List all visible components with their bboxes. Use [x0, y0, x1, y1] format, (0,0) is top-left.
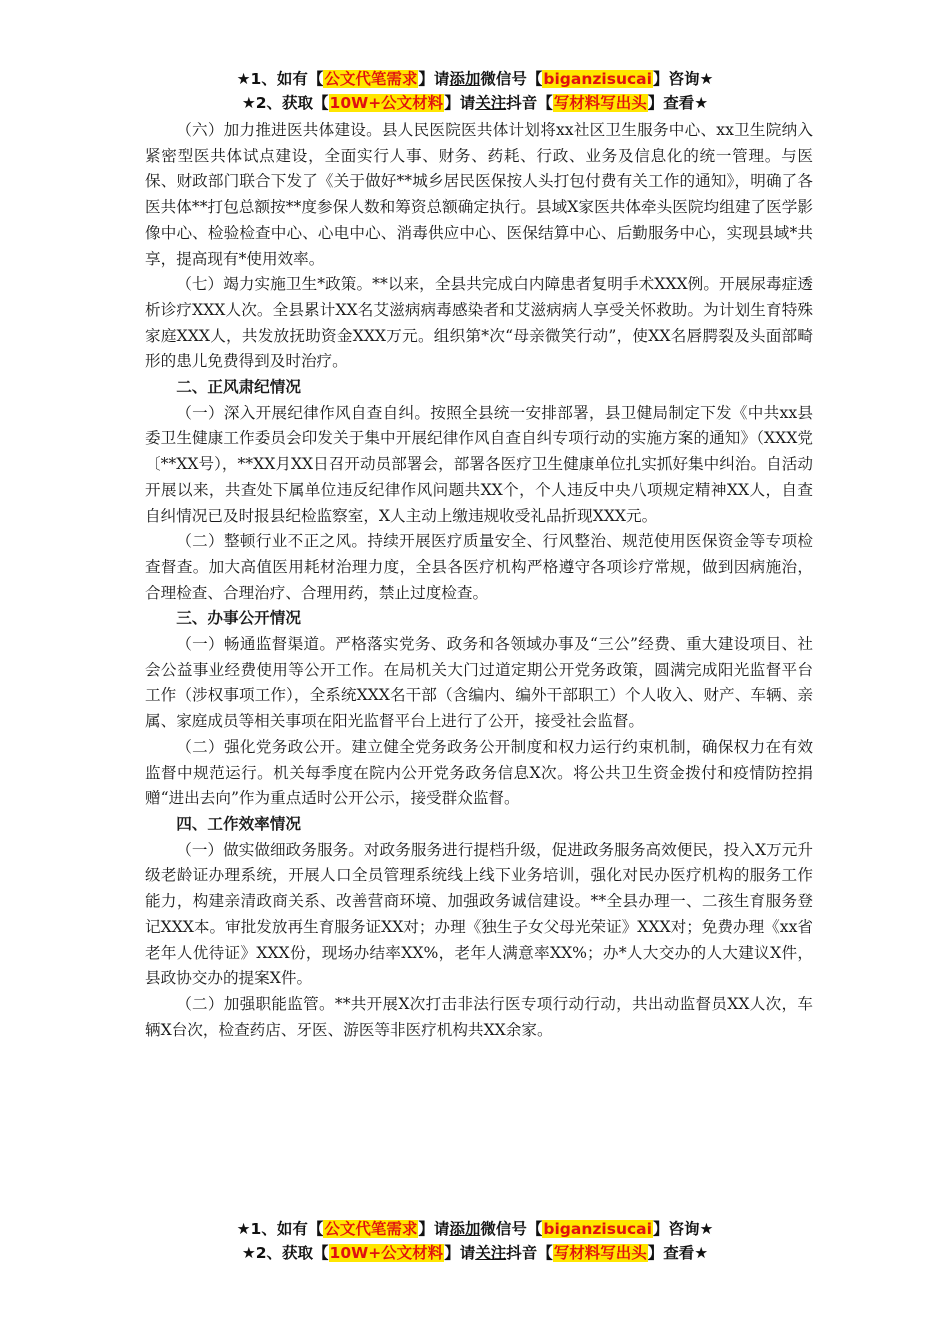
footer-banner	[0, 1218, 950, 1266]
banner-text: 】咨询★	[652, 1220, 714, 1238]
document-body	[145, 118, 813, 1043]
banner-text: 抖音【	[506, 94, 553, 112]
underlined-text: 关注	[475, 1244, 507, 1262]
banner-line-1	[0, 1218, 950, 1242]
section-heading: 四、工作效率情况	[176, 814, 301, 833]
paragraph: （七）竭力实施卫生*政策。**以来，全县共完成白内障患者复明手术XXX例。开展尿毒症透析诊疗XXX人次。全县累计XX名艾滋病病毒感染者和艾滋病病人享受关怀救助。为计划生育特殊家庭XXX人，共发放抚助资金XXX万元。组织第*次“母亲微笑行动”，使XX名唇腭裂及头面部畸形的患儿免费得到及时治疗。	[145, 275, 813, 371]
header-banner	[0, 68, 950, 116]
highlight-tag: biganzisucai	[543, 70, 652, 88]
underlined-text: 添加	[449, 1220, 481, 1238]
paragraph: （二）加强职能监管。**共开展X次打击非法行医专项行动行动，共出动监督员XX人次，车辆X台次，检查药店、牙医、游医等非医疗机构共XX余家。	[145, 994, 813, 1039]
paragraph: （一）畅通监督渠道。严格落实党务、政务和各领域办事及“三公”经费、重大建设项目、社会公益事业经费使用等公开工作。在局机关大门过道定期公开党务政策，圆满完成阳光监督平台工作（涉权事项工作），全系统XXX名干部（含编内、编外干部职工）个人收入、财产、车辆、亲属、家庭成员等相关事项在阳光监督平台上进行了公开，接受社会监督。	[145, 635, 813, 731]
banner-text: 】咨询★	[652, 70, 714, 88]
banner-text: ★2、获取【	[241, 94, 329, 112]
highlight-tag: 10W+公文材料	[329, 1244, 444, 1262]
banner-text: 】查看★	[647, 1244, 709, 1262]
banner-text: ★1、如有【	[236, 1220, 324, 1238]
banner-text: ★1、如有【	[236, 70, 324, 88]
banner-line-2	[0, 1242, 950, 1266]
highlight-tag: 10W+公文材料	[329, 94, 444, 112]
highlight-tag: 写材料写出头	[553, 94, 647, 112]
section-heading: 二、正风肃纪情况	[176, 378, 301, 397]
section-heading: 三、办事公开情况	[176, 609, 301, 628]
banner-text: 抖音【	[506, 1244, 553, 1262]
banner-text: 】请	[418, 70, 450, 88]
paragraph: （一）深入开展纪律作风自查自纠。按照全县统一安排部署，县卫健局制定下发《中共xx县委卫生健康工作委员会印发关于集中开展纪律作风自查自纠专项行动的实施方案的通知》（XXX党〔**XX号），**XX月XX日召开动员部署会，部署各医疗卫生健康单位扎实抓好集中纠治。自活动开展以来，共查处下属单位违反纪律作风问题共XX个，个人违反中央八项规定精神XX人，自查自纠情况已及时报县纪检监察室，X人主动上缴违规收受礼品折现XXX元。	[145, 403, 813, 525]
banner-line-2	[0, 92, 950, 116]
highlight-tag: biganzisucai	[543, 1220, 652, 1238]
banner-line-1	[0, 68, 950, 92]
highlight-tag: 写材料写出头	[553, 1244, 647, 1262]
banner-text: 】查看★	[647, 94, 709, 112]
underlined-text: 关注	[475, 94, 507, 112]
paragraph: （二）强化党务政公开。建立健全党务政务公开制度和权力运行约束机制，确保权力在有效监督中规范运行。机关每季度在院内公开党务政务信息X次。将公共卫生资金拨付和疫情防控捐赠“进出去向”作为重点适时公开公示，接受群众监督。	[145, 737, 813, 808]
banner-text: 微信号【	[480, 70, 543, 88]
highlight-tag: 公文代笔需求	[324, 70, 418, 88]
banner-text: 】请	[444, 1244, 476, 1262]
highlight-tag: 公文代笔需求	[324, 1220, 418, 1238]
underlined-text: 添加	[449, 70, 481, 88]
paragraph: （一）做实做细政务服务。对政务服务进行提档升级，促进政务服务高效便民，投入X万元升级老龄证办理系统，开展人口全员管理系统线上线下业务培训，强化对民办医疗机构的服务工作能力，构建亲清政商关系、改善营商环境、加强政务诚信建设。**全县办理一、二孩生育服务登记XXX本。审批发放再生育服务证XX对；办理《独生子女父母光荣证》XXX对；免费办理《xx省老年人优待证》XXX份，现场办结率XX%，老年人满意率XX%；办*人大交办的人大建议X件，县政协交办的提案X件。	[145, 840, 813, 988]
banner-text: 微信号【	[480, 1220, 543, 1238]
paragraph: （六）加力推进医共体建设。县人民医院医共体计划将xx社区卫生服务中心、xx卫生院纳入紧密型医共体试点建设，全面实行人事、财务、药耗、行政、业务及信息化的统一管理。与医保、财政部门联合下发了《关于做好**城乡居民医保按人头打包付费有关工作的通知》，明确了各医共体**打包总额按**度参保人数和筹资总额确定执行。县域X家医共体牵头医院均组建了医学影像中心、检验检查中心、心电中心、消毒供应中心、医保结算中心、后勤服务中心，实现县域*共享，提高现有*使用效率。	[145, 121, 813, 268]
banner-text: 】请	[418, 1220, 450, 1238]
paragraph: （二）整顿行业不正之风。持续开展医疗质量安全、行风整治、规范使用医保资金等专项检查督查。加大高值医用耗材治理力度，全县各医疗机构严格遵守各项诊疗常规，做到因病施治，合理检查、合理治疗、合理用药，禁止过度检查。	[145, 532, 813, 602]
banner-text: ★2、获取【	[241, 1244, 329, 1262]
banner-text: 】请	[444, 94, 476, 112]
